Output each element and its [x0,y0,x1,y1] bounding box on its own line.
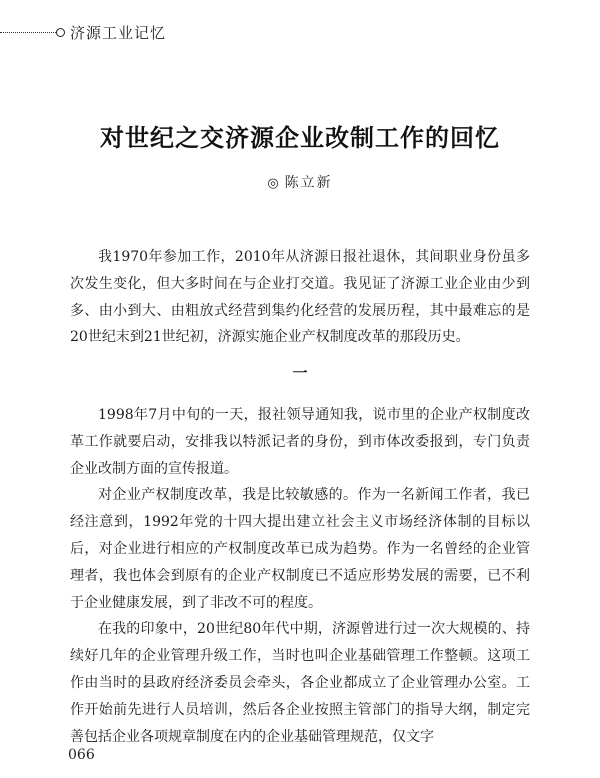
section-body [70,402,530,750]
paragraph-3: 在我的印象中，20世纪80年代中期，济源曾进行过一次大规模的、持续好几年的企业管理升级工作，当时也叫企业基础管理工作整顿。这项工作由当时的县政府经济委员会牵头，各企业都成立了企业管理办公室。工作开始前先进行人员培训，然后各企业按照主管部门的指导大纲，制定完善包括企业各项规章制度在内的企业基础管理规范，仅文字 [70,621,530,745]
author-line [0,172,600,192]
intro-block [70,244,530,351]
paragraph-2: 对企业产权制度改革，我是比较敏感的。作为一名新闻工作者，我已经注意到，1992年党的十四大提出建立社会主义市场经济体制的目标以后，对企业进行相应的产权制度改革已成为趋势。作为一名曾经的企业管理者，我也体会到原有的企业产权制度已不适应形势发展的需要，已不利于企业健康发展，到了非改不可的程度。 [70,487,530,611]
intro-paragraph: 我1970年参加工作，2010年从济源日报社退休，其间职业身份虽多次发生变化，但大多时间在与企业打交道。我见证了济源工业企业由少到多、由小到大、由粗放式经营到集约化经营的发展历程，其中最难忘的是20世纪末到21世纪初，济源实施企业产权制度改革的那段历史。 [70,249,530,346]
article-title: 对世纪之交济源企业改制工作的回忆 [100,123,500,152]
running-header-title: 济源工业记忆 [70,24,167,42]
paragraph-1: 1998年7月中旬的一天，报社领导通知我，说市里的企业产权制度改革工作就要启动，安排我以特派记者的身份，到市体改委报到，专门负责企业改制方面的宣传报道。 [70,407,530,477]
running-header [0,22,600,42]
header-circle-icon [56,28,65,37]
author-mark-icon: ◎ [267,176,281,191]
page-number: 066 [68,747,95,763]
author-name: 陈立新 [284,175,333,191]
section-number: 一 [292,364,308,382]
header-dotted-line [0,32,56,33]
